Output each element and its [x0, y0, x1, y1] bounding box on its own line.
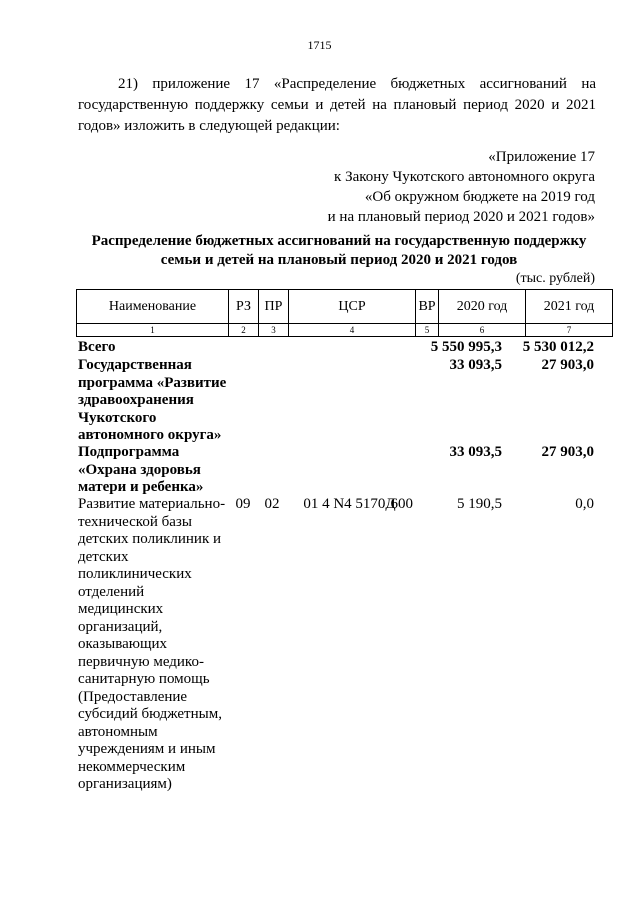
row-item-rz: 09 [235, 496, 251, 512]
colnum-1: 1 [77, 324, 229, 337]
appendix-line-3: «Об окружном бюджете на 2019 год [364, 189, 595, 205]
colnum-3: 3 [259, 324, 289, 337]
title-line-2: семьи и детей на плановый период 2020 и 2021 годов [160, 252, 518, 268]
row-subprogram-2020: 33 093,5 [449, 444, 502, 460]
row-item-vr: 600 [390, 496, 413, 512]
header-csr: ЦСР [289, 290, 416, 324]
intro-line-2: государственную поддержку семьи и детей на плановый период 2020 и 2021 [78, 97, 596, 113]
units-label: (тыс. рублей) [515, 271, 595, 286]
appendix-line-4: и на плановый период 2020 и 2021 годов» [327, 209, 595, 225]
colnum-7: 7 [526, 324, 613, 337]
header-2020: 2020 год [439, 290, 526, 324]
header-pr: ПР [259, 290, 289, 324]
row-program-name: Государственная программа «Развитие здравоохранения Чукотского автономного округа» [78, 357, 227, 443]
colnum-4: 4 [289, 324, 416, 337]
intro-line-1: 21) приложение 17 «Распределение бюджетных ассигнований на [118, 76, 596, 92]
row-total-2021: 5 530 012,2 [522, 339, 594, 355]
header-vr: ВР [416, 290, 439, 324]
colnum-2: 2 [229, 324, 259, 337]
intro-line-3: годов» изложить в следующей редакции: [78, 118, 340, 134]
row-item-csr: 01 4 N4 5170Д [303, 496, 396, 512]
row-item-name: Развитие материально-технической базы детских поликлиник и детских поликлинических отделений медицинских организаций, оказывающих первичную медико-санитарную помощь (Предоставление субсидий бюджетным, автономным учреждениям и иным некоммерческим организациям) [78, 496, 226, 792]
header-name: Наименование [77, 290, 229, 324]
row-program-2020: 33 093,5 [449, 357, 502, 373]
header-rz: РЗ [229, 290, 259, 324]
header-2021: 2021 год [526, 290, 613, 324]
row-program-2021: 27 903,0 [541, 357, 594, 373]
row-item-2021: 0,0 [575, 496, 594, 512]
page-number: 1715 [307, 38, 332, 52]
row-item-pr: 02 [264, 496, 280, 512]
title-line-1: Распределение бюджетных ассигнований на государственную поддержку [91, 233, 587, 249]
document-title [60, 232, 618, 270]
appendix-line-2: к Закону Чукотского автономного округа [334, 169, 595, 185]
intro-paragraph [78, 74, 596, 137]
table-header [76, 289, 613, 337]
row-subprogram-2021: 27 903,0 [541, 444, 594, 460]
row-total-name: Всего [78, 339, 116, 355]
colnum-5: 5 [416, 324, 439, 337]
appendix-line-1: «Приложение 17 [488, 149, 595, 165]
colnum-6: 6 [439, 324, 526, 337]
row-total-2020: 5 550 995,3 [430, 339, 502, 355]
row-subprogram-name: Подпрограмма «Охрана здоровья матери и ребенка» [78, 444, 204, 495]
appendix-header [328, 147, 595, 227]
row-item-2020: 5 190,5 [457, 496, 502, 512]
